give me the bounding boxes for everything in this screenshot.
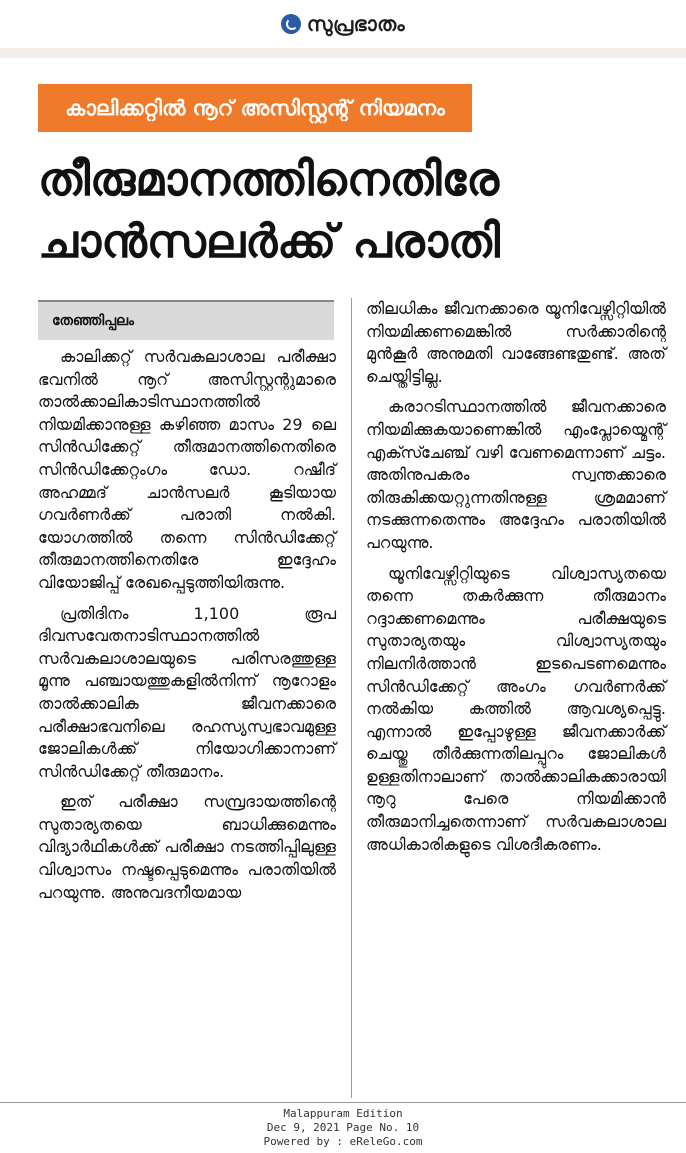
headline	[38, 148, 658, 272]
article-column-right	[366, 298, 666, 864]
masthead-logo-text: സുപ്രഭാതം	[306, 12, 406, 36]
article-paragraph: തിലധികം ജീവനക്കാരെ യൂനിവേഴ്സിറ്റിയിൽ നിയമിക്കണമെങ്കിൽ സർക്കാരിന്റെ മുൻകൂർ അനുമതി വാങ്ങേണ്ടതുണ്ട്. അത് ചെയ്തിട്ടില്ല.	[366, 299, 666, 386]
column-divider	[351, 298, 352, 1098]
footer-edition: Malappuram Edition	[283, 1107, 403, 1120]
headline-line-2: ചാൻസലർക്ക് പരാതി	[38, 214, 500, 268]
masthead-divider	[0, 48, 686, 58]
logo-icon	[281, 14, 301, 34]
footer-date-page: Dec 9, 2021 Page No. 10	[266, 1121, 420, 1134]
article-paragraph: ഇത് പരീക്ഷാ സമ്പ്രദായത്തിന്റെ സുതാര്യതയെ ബാധിക്കുമെന്നും വിദ്യാർഥികൾക്ക് പരീക്ഷാ നടത്തിപ്പിലുള്ള വിശ്വാസം നഷ്ടപ്പെടുമെന്നും പരാതിയിൽ പറയുന്നു. അനുവദനീയമായ	[38, 792, 336, 902]
headline-line-1: തീരുമാനത്തിനെതിരേ	[38, 152, 500, 206]
article-column-left	[38, 346, 336, 912]
kicker-banner: കാലിക്കറ്റിൽ നൂറ് അസിസ്റ്റന്റ് നിയമനം	[38, 84, 472, 132]
article-paragraph: കാലിക്കറ്റ് സർവകലാശാല പരീക്ഷാ ഭവനിൽ നൂറ് അസിസ്റ്റന്റുമാരെ താൽക്കാലികാടിസ്ഥാനത്തിൽ നിയമിക്കാനുള്ള കഴിഞ്ഞ മാസം 29 ലെ സിൻഡിക്കേറ്റ് തീരുമാനത്തിനെതിരെ സിൻഡിക്കേറ്റംഗം ഡോ. റഷീദ് അഹമ്മദ് ചാൻസലർ കൂടിയായ ഗവർണർക്ക് പരാതി നൽകി. യോഗത്തിൽ തന്നെ സിൻഡിക്കേറ്റ് തീരുമാനത്തിനെതിരേ ഇദ്ദേഹം വിയോജിപ്പ് രേഖപ്പെടുത്തിയിരുന്നു.	[38, 347, 336, 592]
dateline: തേഞ്ഞിപ്പലം	[38, 300, 334, 340]
footer-powered-by[interactable]: Powered by : eReleGo.com	[263, 1135, 423, 1148]
article-paragraph: പ്രതിദിനം 1,100 രൂപ ദിവസവേതനാടിസ്ഥാനത്തിൽ സർവകലാശാലയുടെ പരിസരത്തുള്ള മൂന്നു പഞ്ചായത്തുകളിൽനിന്ന് നൂറോളം താൽക്കാലിക ജീവനക്കാരെ പരീക്ഷാഭവനിലെ രഹസ്യസ്വഭാവമുള്ള ജോലികൾക്ക് നിയോഗിക്കാനാണ് സിൻഡിക്കേറ്റ് തീരുമാനം.	[38, 603, 336, 781]
footer	[0, 1107, 686, 1149]
article-paragraph: കരാറടിസ്ഥാനത്തിൽ ജീവനക്കാരെ നിയമിക്കുകയാണെങ്കിൽ എംപ്ലോയ്മെന്റ് എക്സ്ചേഞ്ച് വഴി വേണമെന്നാണ് ചട്ടം. അതിനുപകരം സ്വന്തക്കാരെ തിരുകിക്കയറ്റുന്നതിനുള്ള ശ്രമമാണ് നടക്കുന്നതെന്നും അദ്ദേഹം പരാതിയിൽ പറയുന്നു.	[366, 397, 666, 552]
footer-divider	[0, 1102, 686, 1103]
article-paragraph: യൂനിവേഴ്സിറ്റിയുടെ വിശ്വാസ്യതയെ തന്നെ തകർക്കുന്ന തീരുമാനം റദ്ദാക്കണമെന്നും പരീക്ഷയുടെ സുതാര്യതയും വിശ്വാസ്യതയും നിലനിർത്താൻ ഇടപെടണമെന്നും സിൻഡിക്കേറ്റ് അംഗം ഗവർണർക്ക് നൽകിയ കത്തിൽ ആവശ്യപ്പെട്ടു. എന്നാൽ ഇപ്പോഴുള്ള ജീവനക്കാർക്ക് ചെയ്തു തീർക്കുന്നതിലപ്പുറം ജോലികൾ ഉള്ളതിനാലാണ് താൽക്കാലികക്കാരായി നൂറു പേരെ നിയമിക്കാൻ തീരുമാനിച്ചതെന്നാണ് സർവകലാശാല അധികാരികളുടെ വിശദീകരണം.	[366, 563, 666, 854]
masthead	[0, 0, 686, 48]
